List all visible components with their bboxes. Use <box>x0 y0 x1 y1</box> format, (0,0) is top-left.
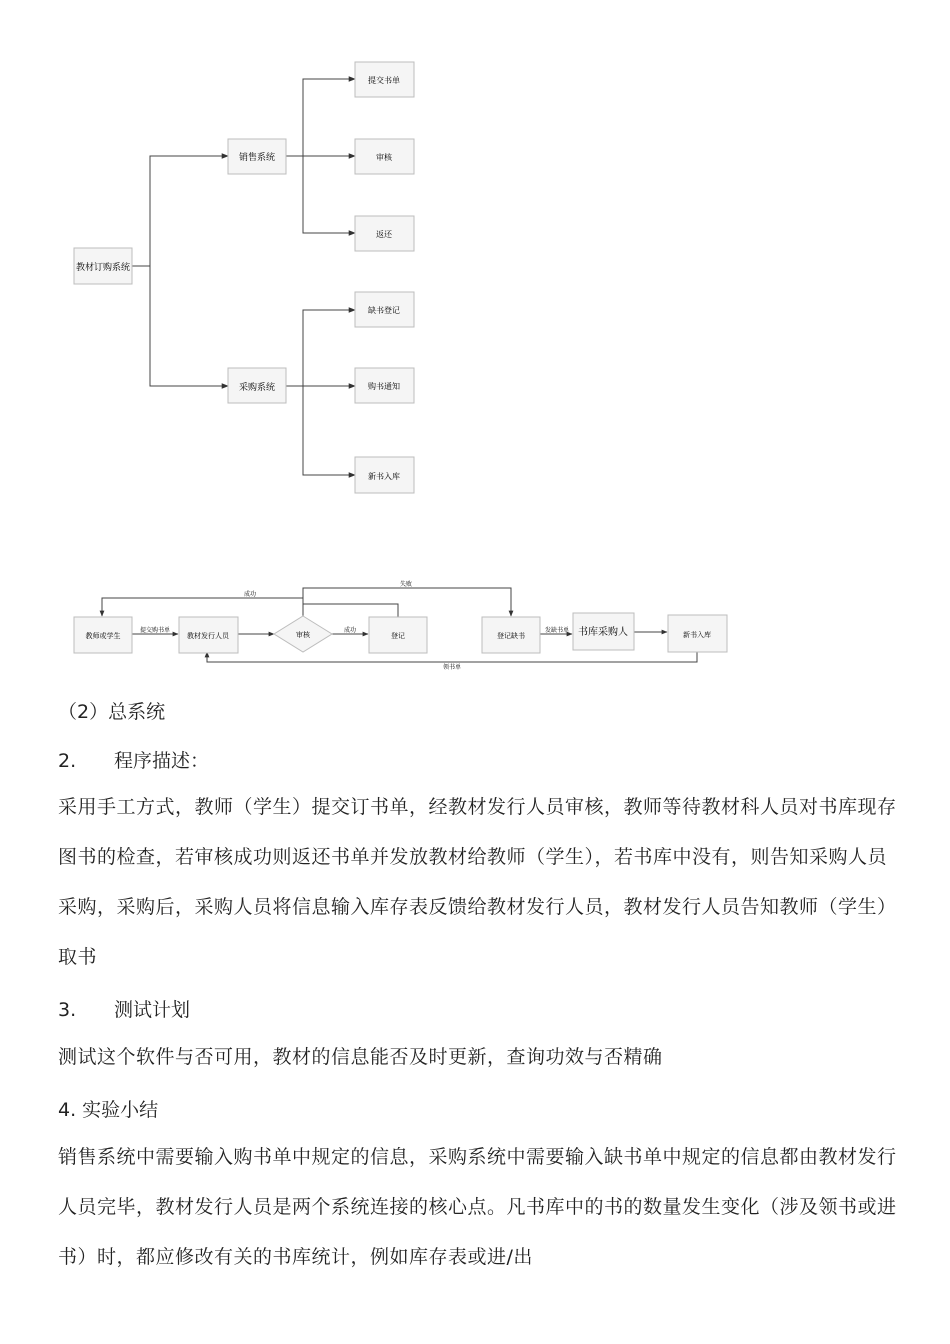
flow-edge-label: 提交购书单 <box>139 627 171 634</box>
flow-edge-label: 成功 <box>243 591 257 598</box>
flow-node-review-diamond <box>274 616 332 652</box>
section-3-body: 测试这个软件与否可用，教材的信息能否及时更新，查询功效与否精确 <box>58 1046 663 1068</box>
tree-leaf-node <box>355 368 414 403</box>
section-2-body: 采用手工方式，教师（学生）提交订书单，经教材发行人员审核，教师等待教材科人员对书库现存图书的检查，若审核成功则返还书单并发放教材给教师（学生），若书库中没有，则告知采购人员采购，采购后，采购人员将信息输入库存表反馈给教材发行人员，教材发行人员告知教师（学生）取书 <box>58 796 897 968</box>
tree-connectors <box>131 79 355 475</box>
flow-edge-label: 成功 <box>343 627 357 634</box>
flow-node-missing-register <box>482 617 540 653</box>
flow-node-label: 教师或学生 <box>85 632 121 640</box>
flow-node-label: 审核 <box>296 631 310 639</box>
tree-leaf-label: 购书通知 <box>368 382 400 391</box>
flow-node-purchaser <box>573 613 634 650</box>
flow-node-register <box>369 617 427 653</box>
tree-leaf-node <box>355 457 414 493</box>
section-number: 3. <box>58 999 77 1021</box>
tree-leaf-label: 新书入库 <box>368 472 400 481</box>
tree-leaf-node <box>355 292 414 327</box>
tree-sales-label: 销售系统 <box>238 153 276 163</box>
flow-node-label: 教材发行人员 <box>187 632 229 640</box>
flow-node-teacher <box>74 617 132 653</box>
system-tree-diagram <box>0 0 950 520</box>
tree-sales-node <box>228 139 286 174</box>
section-title: 程序描述： <box>114 750 210 772</box>
tree-leaf-label: 审核 <box>376 153 392 162</box>
tree-root-label: 教材订购系统 <box>75 263 131 273</box>
tree-leaf-node <box>355 139 414 174</box>
tree-purchase-node <box>228 368 286 403</box>
process-flow-diagram <box>0 580 950 690</box>
flow-node-label: 新书入库 <box>683 631 711 639</box>
flow-node-label: 登记缺书 <box>497 632 525 640</box>
section-title: 测试计划 <box>114 999 191 1021</box>
flow-edge-label: 发缺书单 <box>544 627 570 634</box>
tree-leaf-node <box>355 216 414 251</box>
flow-node-label: 登记 <box>391 632 405 640</box>
flow-edge-label: 领书单 <box>442 664 462 671</box>
section-number: 2. <box>58 750 77 772</box>
flow-edge-label: 失败 <box>399 581 413 588</box>
flow-node-issuer <box>179 617 238 653</box>
tree-purchase-label: 采购系统 <box>238 383 276 393</box>
tree-leaf-node <box>355 62 414 97</box>
section-3-heading <box>58 995 190 1022</box>
tree-leaf-label: 返还 <box>376 230 392 239</box>
section-4-body: 销售系统中需要输入购书单中规定的信息，采购系统中需要输入缺书单中规定的信息都由教材发行人员完毕，教材发行人员是两个系统连接的核心点。凡书库中的书的数量发生变化（涉及领书或进书）时，都应修改有关的书库统计，例如库存表或进/出 <box>58 1146 897 1268</box>
tree-root-node <box>74 248 132 284</box>
flow-node-new-stock <box>668 615 727 652</box>
flow-node-label: 书库采购人 <box>578 627 628 638</box>
tree-leaf-label: 缺书登记 <box>368 306 400 315</box>
figure-caption: （2）总系统 <box>58 701 166 723</box>
section-2-heading <box>58 746 209 773</box>
tree-leaf-label: 提交书单 <box>368 76 400 85</box>
section-4-heading: 4. 实验小结 <box>58 1099 159 1121</box>
